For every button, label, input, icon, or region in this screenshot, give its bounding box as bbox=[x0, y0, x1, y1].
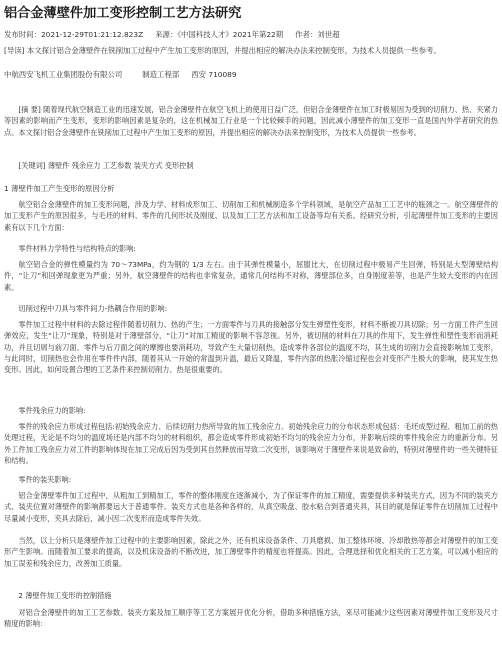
author-label: 作者： bbox=[295, 30, 318, 39]
article-meta bbox=[4, 30, 498, 40]
section1-intro: 航空铝合金薄壁件的加工变形问题，涉及力学、材料成形加工、切削加工和机械制造多个学科领域，是航空产品加工工艺中的瓶颈之一。航空薄壁件的加工变形产生的原因很多，与毛坯的材料、零件的几何形状及刚度、以及加工工艺方法和加工设备等均有关系。经研究分析，引起薄壁件加工变形的主要因素有以下几个方面： bbox=[4, 200, 498, 232]
date-label: 发布时间： bbox=[4, 30, 41, 39]
abstract: [摘 要] 随着现代航空制造工业的迅速发展，铝合金薄壁件在航空飞机上的使用日益广泛，但铝合金薄壁件在加工时极易因为受到的切削力、热、夹紧力等因素的影响而产生变形，变形的影响因素是复杂的，这在机械加工行业是一个比较棘手的问题，因此减小薄壁件的加工变形一直是国内外学者研究的热点。本文探讨铝合金薄壁件在铣削加工过程中产生加工变形的原因，并提出相应的解决办法来控制变形，为技术人员提供一些参考。 bbox=[4, 105, 498, 137]
affiliation-org: 中航西安飞机工业集团股份有限公司 bbox=[4, 70, 123, 79]
section-heading-2: 2 薄壁件加工变形的控制措施 bbox=[18, 591, 112, 600]
affiliation-city: 西安 710089 bbox=[191, 70, 237, 79]
section-heading-1: 1 薄壁件加工产生变形的原因分析 bbox=[4, 184, 115, 193]
source-journal: 《中国科技人才》2021年第22期 bbox=[177, 30, 284, 39]
source-label: 来源： bbox=[155, 30, 178, 39]
subheading-clamping: 零件的装夹影响: bbox=[18, 475, 72, 484]
publish-date: 2021-12-29T01:21:12.823Z bbox=[40, 30, 144, 39]
article-title: 铝合金薄壁件加工变形控制工艺方法研究 bbox=[4, 6, 242, 21]
paragraph-material: 航空铝合金的弹性模量约为 70～73MPa，约为钢的 1/3 左右。由于其弹性模量小，屈服比大，在切削过程中极易产生回弹，特别是大型薄壁结构件，“让刀”和回弹现象更为严重；另外，航空薄壁件的结构也非常复杂，通常几何结构不对称，薄壁部位多，自身刚度差等，也是产生较大变形的内在因素。 bbox=[4, 260, 498, 292]
affiliation bbox=[4, 70, 498, 80]
paragraph-residual: 零件的残余应力形成过程包括:初始残余应力、后续切削力热所导致的加工残余应力。初始残余应力的分布状态形成包括：毛坯成型过程、粗加工前的热处理过程，无论是不均匀的温度场还是内部不均匀的材料组织，都会造成零件形成初始不均匀的残余应力分布，并影响后续的零件残余应力的重新分布。另外工件加工残余应力对工件的影响体现在加工完成后因为受到其自然释放而导致二次变形，该影响对于薄壁件来说是致命的，特别对薄壁件的一些关键特征和结构。 bbox=[4, 422, 498, 465]
article-guide: [导读] 本文探讨铝合金薄壁件在铣削加工过程中产生加工变形的原因，并提出相应的解决办法来控制变形，为技术人员提供一些参考。 bbox=[4, 46, 441, 55]
subheading-cutting: 切削过程中刀具与零件间力-热耦合作用的影响: bbox=[18, 304, 168, 313]
paragraph-clamping: 铝合金薄壁零件加工过程中，从粗加工到精加工，零件的整体刚度在逐渐减小，为了保证零件的加工精度，需要提供多种装夹方式，因为不同的装夹方式、装夹位置对薄壁件的影响都要远大于普通零件。装夹方式也是各种各样的，从真空吸盘、胶水粘合到普通夹具，其目的就是保证零件在切削加工过程中尽量减小变形，夹具去除后，减小因二次变形而造成零件失效。 bbox=[4, 491, 498, 523]
keywords: [关键词] 薄壁件 残余应力 工艺参数 装夹方式 变形控制 bbox=[18, 161, 194, 170]
subheading-material: 零件材料力学特性与结构特点的影响: bbox=[18, 244, 136, 253]
section2-intro: 对铝合金薄壁件的加工工艺参数、装夹方案及加工顺序等工艺方案展开优化分析，借助多种措施方法，来尽可能减少这些因素对薄壁件加工变形及尺寸精度的影响： bbox=[4, 608, 498, 629]
subheading-residual: 零件残余应力的影响: bbox=[18, 406, 86, 415]
paragraph-cutting: 零件加工过程中材料的去除过程伴随着切削力、热的产生；一方面零件与刀具的接触部分发生弹塑性变形，材料不断被刀具切除；另一方面工件产生回弹效应，发生“让刀”现象，特别是对于薄壁部分，“让刀”对加工精度的影响不容忽视。另外，被切削的材料在刀具的作用下，发生弹性和塑性变形而消耗功，并且切屑与前刀面、零件与后刀面之间的摩擦也要消耗功，导致产生大量切削热，造成零件各部位的温度不均，其生成的切削力会直接影响加工变形，与此同时，切削热也会作用在零件件内部，随着其从一开始的常温到升温，最后又降温，零件内部的热胀冷缩过程也会对变形产生极大的影响，使其发生热变形。因此，如何设置合理的工艺条件来控制切削力、热是很重要的。 bbox=[4, 320, 498, 375]
author-name: 刘世超 bbox=[317, 30, 340, 39]
paragraph-summary: 当然，以上分析只是薄壁件加工过程中的主要影响因素，除此之外，还有机床设备条件、刀具磨损、加工整体环境、冷却散热等都会对薄壁件的加工变形产生影响。而随着加工要求的提高，以及机床设备的不断改进，加工薄壁零件的精度也将提高。因此，合理选择和优化相关的工艺方案，可以减小相应的加工误差和残余应力，改善加工质量。 bbox=[4, 536, 498, 568]
affiliation-unit: 制造工程部 bbox=[142, 70, 180, 79]
